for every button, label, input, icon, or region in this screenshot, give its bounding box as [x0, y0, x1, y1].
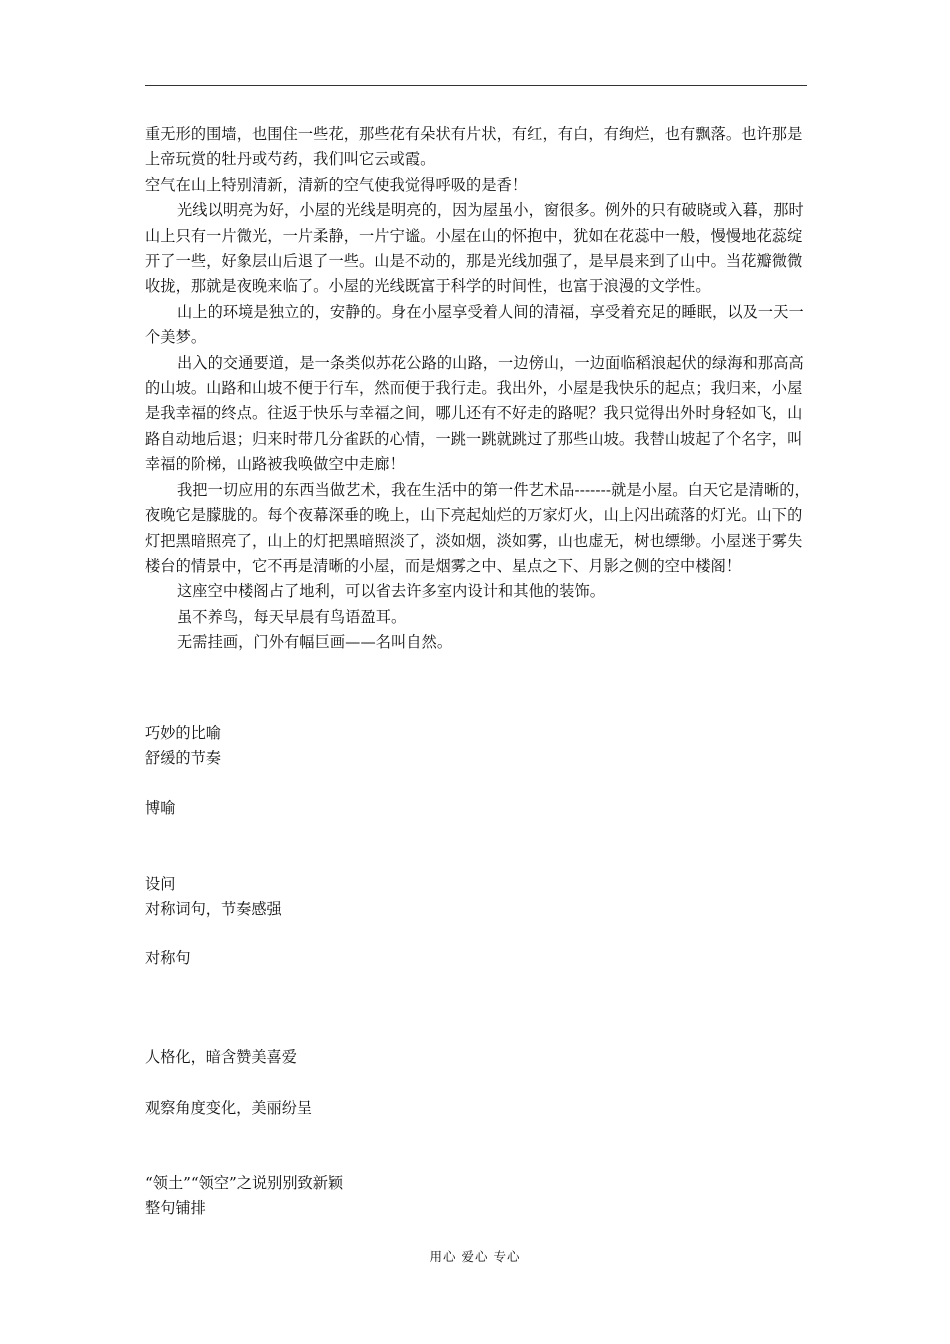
paragraph: 出入的交通要道，是一条类似苏花公路的山路，一边傍山，一边面临稻浪起伏的绿海和那高高的山坡。山路和山坡不便于行车，然而便于我行走。我出外，小屋是我快乐的起点；我归来，小屋是我幸福的终点。往返于快乐与幸福之间，哪儿还有不好走的路呢？我只觉得出外时身轻如飞，山路自动地后退；归来时带几分雀跃的心情，一跳一跳就跳过了那些山坡。我替山坡起了个名字，叫幸福的阶梯，山路被我唤做空中走廊！	[145, 353, 804, 474]
annotation: “领土”“领空”之说别别致新颖	[145, 1174, 344, 1192]
annotation: 舒缓的节奏	[145, 749, 221, 767]
page-footer: 用心 爱心 专心	[429, 1249, 521, 1264]
annotation: 对称句	[145, 949, 191, 967]
annotation: 对称词句，节奏感强	[145, 900, 282, 918]
paragraph: 虽不养鸟，每天早晨有鸟语盈耳。	[177, 607, 407, 626]
paragraph: 光线以明亮为好，小屋的光线是明亮的，因为屋虽小，窗很多。例外的只有破晓或入暮，那时山上只有一片微光，一片柔静，一片宁谧。小屋在山的怀抱中，犹如在花蕊中一般，慢慢地花蕊绽开了一些，好象层山后退了一些。山是不动的，那是光线加强了，是早晨来到了山中。当花瓣微微收拢，那就是夜晚来临了。小屋的光线既富于科学的时间性，也富于浪漫的文学性。	[145, 201, 804, 296]
paragraph: 无需挂画，门外有幅巨画——名叫自然。	[177, 633, 453, 652]
header-rule	[145, 85, 807, 86]
annotation: 巧妙的比喻	[145, 724, 221, 742]
annotation: 设问	[145, 875, 176, 893]
paragraph: 这座空中楼阁占了地利，可以省去许多室内设计和其他的装饰。	[177, 582, 606, 601]
annotation: 观察角度变化，美丽纷呈	[145, 1099, 313, 1117]
annotation: 博喻	[145, 799, 176, 817]
paragraph: 重无形的围墙，也围住一些花，那些花有朵状有片状，有红，有白，有绚烂，也有飘落。也许那是上帝玩赏的牡丹或芍药，我们叫它云或霞。	[145, 125, 803, 169]
paragraph: 空气在山上特别清新，清新的空气使我觉得呼吸的是香！	[145, 175, 528, 194]
article-body	[145, 122, 815, 656]
annotation: 人格化，暗含赞美喜爱	[145, 1048, 297, 1066]
paragraph: 山上的环境是独立的，安静的。身在小屋享受着人间的清福，享受着充足的睡眠，以及一天一个美梦。	[145, 302, 804, 347]
paragraph: 我把一切应用的东西当做艺术，我在生活中的第一件艺术品-------就是小屋。白天它是清晰的，夜晚它是朦胧的。每个夜幕深垂的晚上，山下亮起灿烂的万家灯火，山上闪出疏落的灯光。山下的灯把黑暗照亮了，山上的灯把黑暗照淡了，淡如烟，淡如雾，山也虚无，树也缥缈。小屋迷于雾失楼台的情景中，它不再是清晰的小屋，而是烟雾之中、星点之下、月影之侧的空中楼阁！	[145, 480, 810, 575]
annotation: 整句铺排	[145, 1199, 206, 1217]
